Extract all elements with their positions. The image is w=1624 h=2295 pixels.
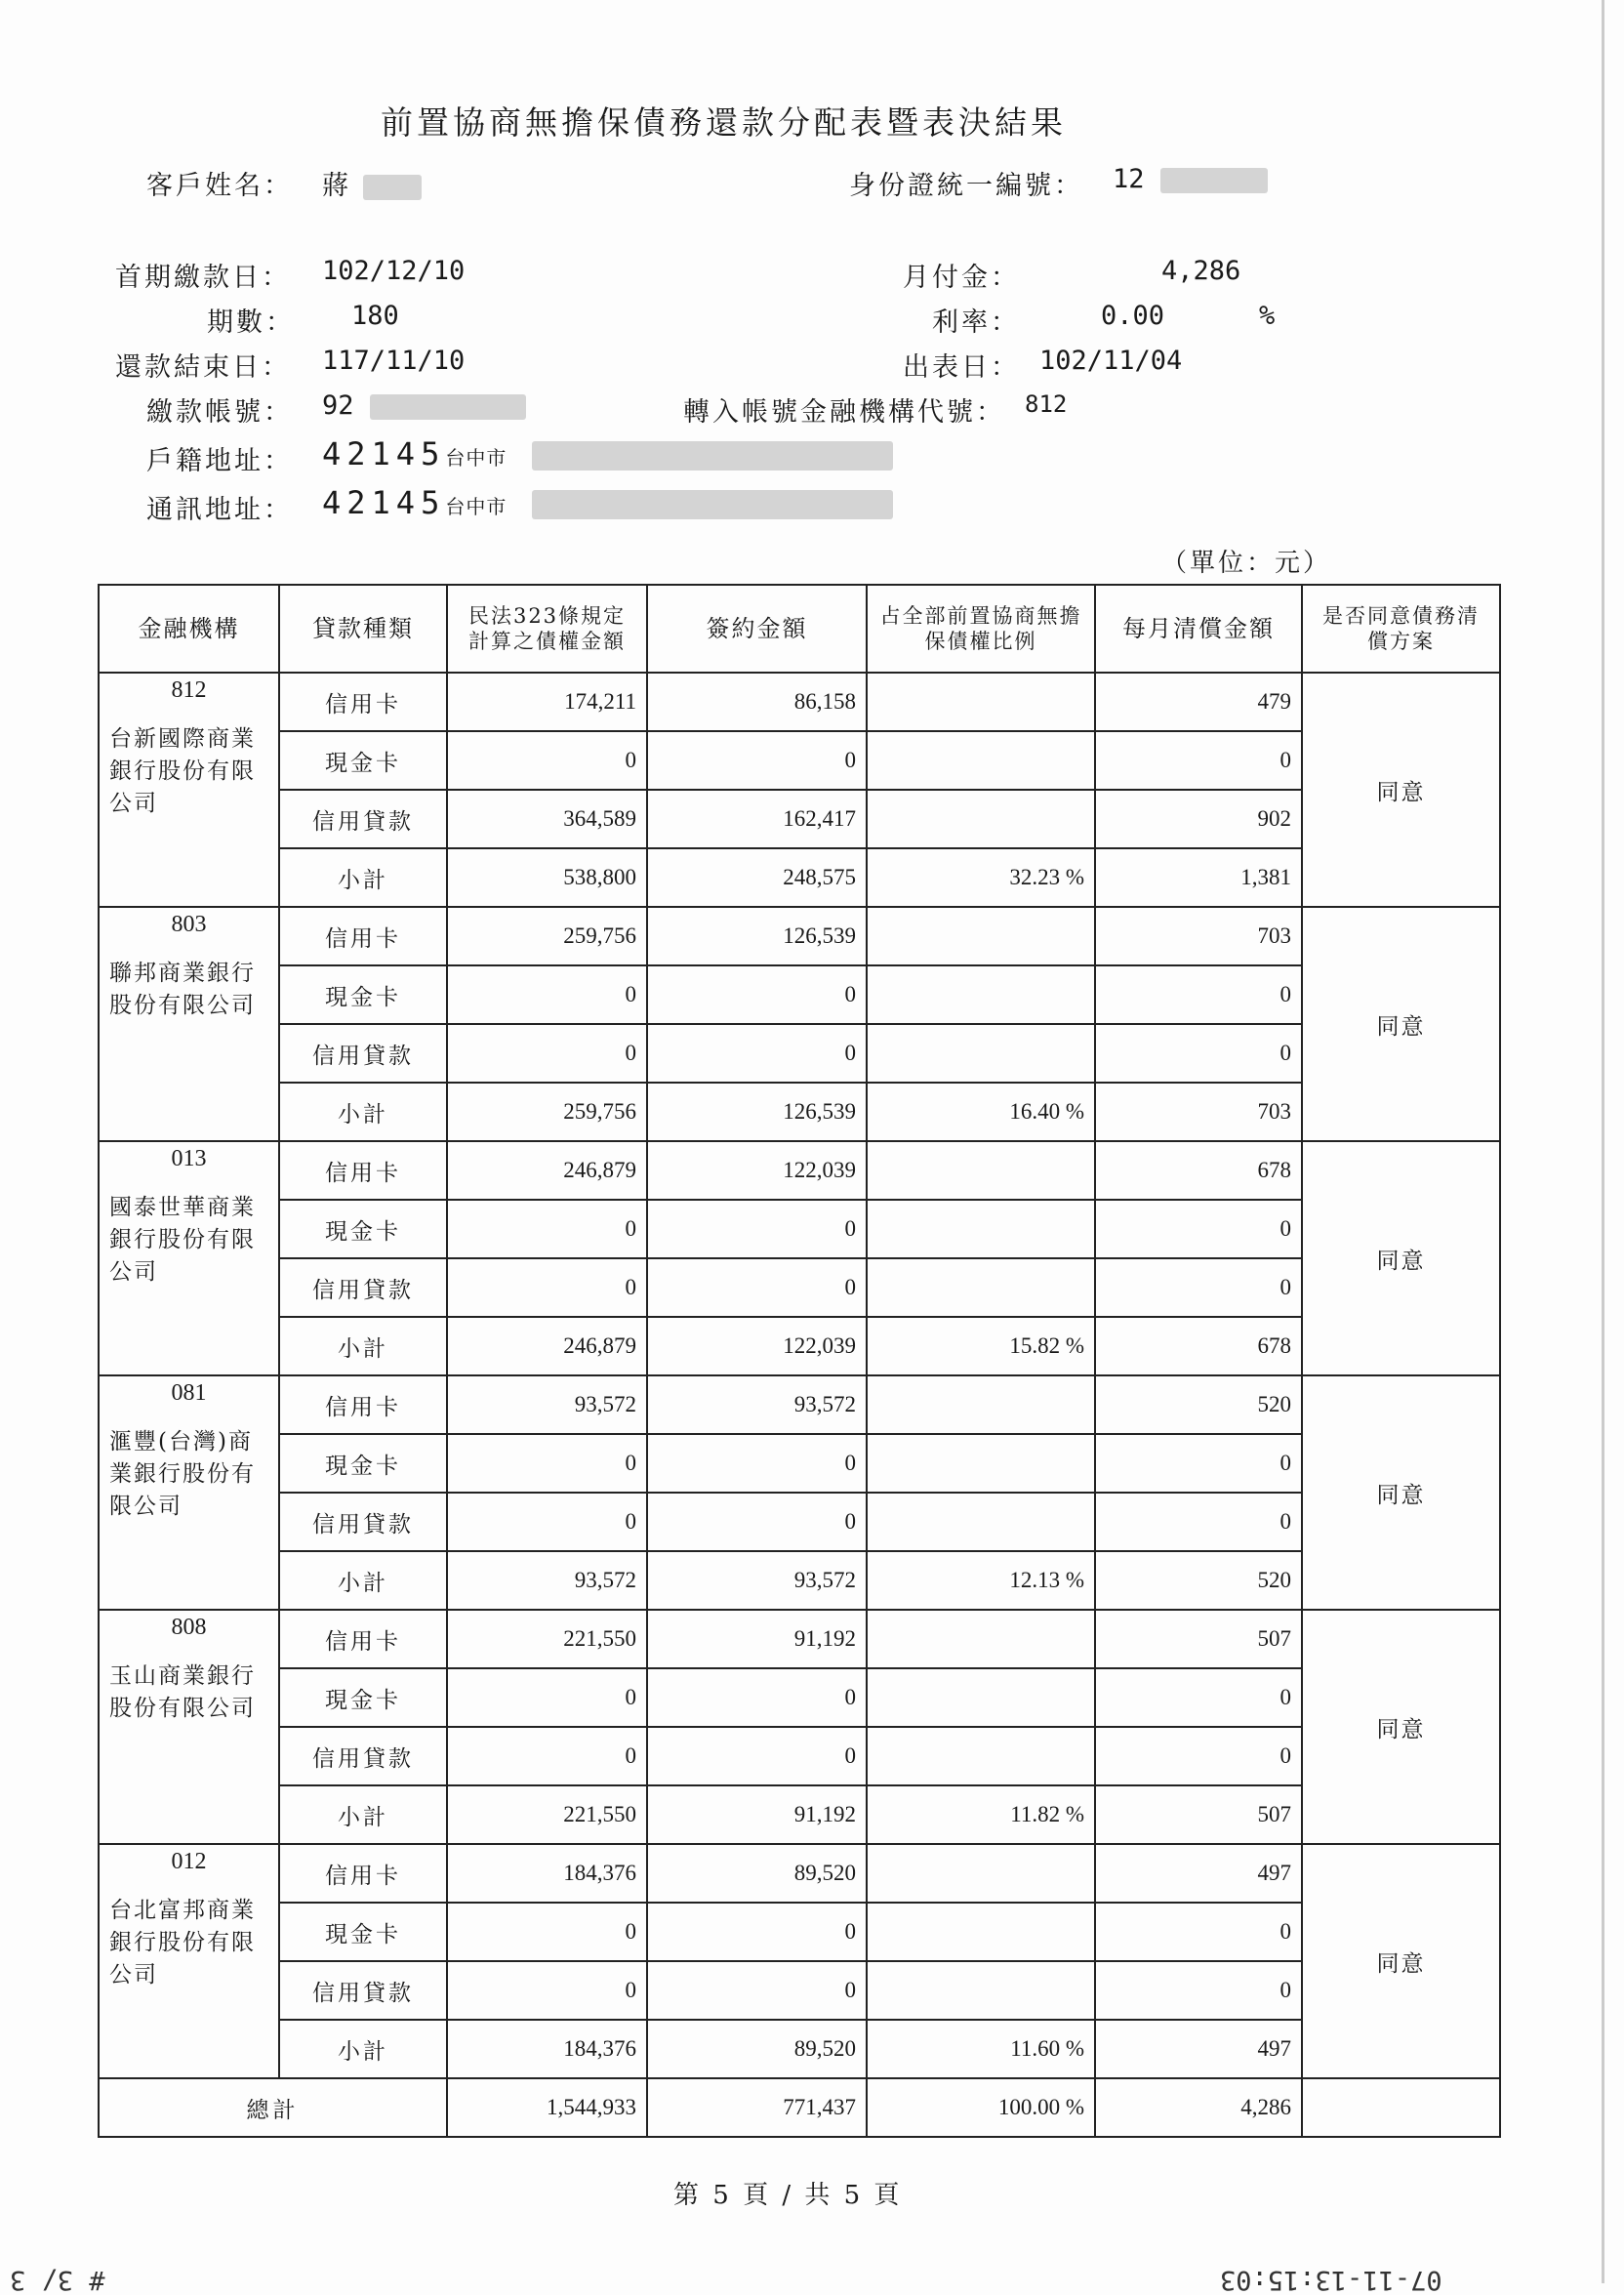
claim-amount: 0 — [447, 965, 647, 1024]
mail-addr-city: 台中市 — [445, 495, 508, 518]
claim-amount: 0 — [447, 1727, 647, 1785]
table-row — [99, 1434, 1500, 1493]
claim-amount: 174,211 — [447, 673, 647, 731]
signed-amount: 0 — [647, 1024, 867, 1083]
signed-amount: 0 — [647, 1727, 867, 1785]
table-row — [99, 1317, 1500, 1375]
debt-ratio — [867, 1493, 1095, 1551]
debt-ratio — [867, 731, 1095, 790]
reg-addr-city: 台中市 — [445, 446, 508, 470]
claim-amount: 221,550 — [447, 1785, 647, 1844]
claim-amount: 259,756 — [447, 1083, 647, 1141]
monthly-value: 4,286 — [1161, 256, 1241, 286]
signed-amount: 0 — [647, 731, 867, 790]
rate-value: 0.00 — [1101, 301, 1165, 331]
monthly-payment: 703 — [1095, 907, 1302, 965]
debt-ratio: 12.13 % — [867, 1551, 1095, 1610]
agree-status: 同意 — [1302, 1610, 1500, 1844]
claim-amount: 0 — [447, 1493, 647, 1551]
table-row — [99, 1903, 1500, 1961]
bank-cell — [99, 1375, 279, 1610]
bank-name: 台北富邦商業銀行股份有限公司 — [109, 1897, 256, 1988]
edge-page-mark: # 3/ 3 — [10, 2265, 105, 2295]
debt-ratio — [867, 965, 1095, 1024]
total-claim: 1,544,933 — [447, 2078, 647, 2137]
redaction-block — [370, 394, 526, 420]
rate-unit: % — [1259, 301, 1276, 331]
table-row — [99, 731, 1500, 790]
loan-type: 現金卡 — [279, 1200, 447, 1258]
claim-amount: 0 — [447, 1434, 647, 1493]
claim-amount: 0 — [447, 731, 647, 790]
mail-addr-label: 通訊地址： — [146, 495, 293, 525]
bank-cell — [99, 907, 279, 1141]
bank-code: 803 — [171, 912, 207, 937]
account-row — [322, 390, 526, 421]
total-agree-empty — [1302, 2078, 1500, 2137]
debt-ratio — [867, 673, 1095, 731]
table-row — [99, 848, 1500, 907]
loan-type: 現金卡 — [279, 1903, 447, 1961]
transfer-value: 812 — [1025, 390, 1068, 418]
table-header-row — [99, 585, 1500, 673]
signed-amount: 0 — [647, 1258, 867, 1317]
monthly-payment: 507 — [1095, 1785, 1302, 1844]
signed-amount: 0 — [647, 1668, 867, 1727]
first-pay-value: 102/12/10 — [322, 256, 466, 286]
loan-type: 信用卡 — [279, 673, 447, 731]
signed-amount: 0 — [647, 1903, 867, 1961]
table-row — [99, 1610, 1500, 1668]
table-row — [99, 1141, 1500, 1200]
bank-code: 081 — [171, 1380, 207, 1406]
claim-amount: 0 — [447, 1903, 647, 1961]
monthly-payment: 0 — [1095, 1493, 1302, 1551]
claim-amount: 221,550 — [447, 1610, 647, 1668]
monthly-payment: 479 — [1095, 673, 1302, 731]
loan-type: 現金卡 — [279, 1668, 447, 1727]
id-value: 12 — [1113, 164, 1145, 194]
header-signed: 簽約金額 — [647, 585, 867, 673]
claim-amount: 538,800 — [447, 848, 647, 907]
claim-amount: 0 — [447, 1668, 647, 1727]
table-row — [99, 1200, 1500, 1258]
issue-value: 102/11/04 — [1039, 346, 1183, 376]
agree-status: 同意 — [1302, 1844, 1500, 2078]
signed-amount: 91,192 — [647, 1610, 867, 1668]
debt-ratio — [867, 907, 1095, 965]
customer-name-row — [322, 164, 422, 202]
monthly-payment: 0 — [1095, 1200, 1302, 1258]
debt-ratio — [867, 1024, 1095, 1083]
table-row — [99, 1551, 1500, 1610]
loan-type: 信用卡 — [279, 1375, 447, 1434]
monthly-payment: 902 — [1095, 790, 1302, 848]
page-footer: 第 5 頁 / 共 5 頁 — [673, 2181, 903, 2210]
monthly-payment: 703 — [1095, 1083, 1302, 1141]
table-row — [99, 790, 1500, 848]
redaction-block — [1160, 168, 1268, 193]
loan-type: 小計 — [279, 2020, 447, 2078]
signed-amount: 248,575 — [647, 848, 867, 907]
claim-amount: 93,572 — [447, 1375, 647, 1434]
reg-addr-label: 戶籍地址： — [146, 446, 293, 476]
monthly-payment: 507 — [1095, 1610, 1302, 1668]
monthly-payment: 0 — [1095, 1024, 1302, 1083]
signed-amount: 93,572 — [647, 1551, 867, 1610]
bank-code: 012 — [171, 1849, 207, 1874]
rate-label: 利率： — [932, 307, 1020, 338]
table-row — [99, 907, 1500, 965]
table-row — [99, 2020, 1500, 2078]
periods-value: 180 — [351, 301, 399, 331]
claim-amount: 93,572 — [447, 1551, 647, 1610]
table-row — [99, 1961, 1500, 2020]
bank-name: 台新國際商業銀行股份有限公司 — [109, 725, 256, 817]
debt-ratio — [867, 1668, 1095, 1727]
agree-status: 同意 — [1302, 1141, 1500, 1375]
total-ratio: 100.00 % — [867, 2078, 1095, 2137]
debt-ratio: 16.40 % — [867, 1083, 1095, 1141]
mail-addr-zip: 42145 — [322, 484, 446, 521]
table-row — [99, 1258, 1500, 1317]
signed-amount: 0 — [647, 965, 867, 1024]
loan-type: 信用貸款 — [279, 1024, 447, 1083]
distribution-table — [98, 584, 1501, 2138]
table-row — [99, 965, 1500, 1024]
signed-amount: 122,039 — [647, 1141, 867, 1200]
scan-edge-line — [1602, 0, 1604, 2283]
monthly-payment: 0 — [1095, 1961, 1302, 2020]
monthly-payment: 520 — [1095, 1551, 1302, 1610]
end-date-value: 117/11/10 — [322, 346, 466, 376]
end-date-label: 還款結束日： — [115, 352, 291, 383]
total-row — [99, 2078, 1500, 2137]
bank-code: 808 — [171, 1615, 207, 1640]
table-row — [99, 1375, 1500, 1434]
monthly-payment: 1,381 — [1095, 848, 1302, 907]
claim-amount: 364,589 — [447, 790, 647, 848]
debt-ratio: 32.23 % — [867, 848, 1095, 907]
redaction-block — [532, 490, 893, 519]
unit-note: （單位：元） — [1161, 549, 1332, 578]
customer-name-label: 客戶姓名： — [146, 171, 293, 201]
loan-type: 現金卡 — [279, 965, 447, 1024]
table-row — [99, 1785, 1500, 1844]
monthly-payment: 678 — [1095, 1141, 1302, 1200]
signed-amount: 0 — [647, 1493, 867, 1551]
signed-amount: 126,539 — [647, 907, 867, 965]
claim-amount: 246,879 — [447, 1141, 647, 1200]
claim-amount: 0 — [447, 1258, 647, 1317]
bank-name: 國泰世華商業銀行股份有限公司 — [109, 1194, 256, 1286]
mail-addr-row — [322, 484, 893, 521]
debt-ratio — [867, 1961, 1095, 2020]
table-body — [99, 673, 1500, 2078]
bank-cell — [99, 1610, 279, 1844]
total-label: 總計 — [99, 2078, 447, 2137]
id-row — [1113, 164, 1268, 194]
loan-type: 信用貸款 — [279, 1961, 447, 2020]
loan-type: 信用貸款 — [279, 1727, 447, 1785]
signed-amount: 89,520 — [647, 1844, 867, 1903]
agree-status: 同意 — [1302, 1375, 1500, 1610]
loan-type: 信用貸款 — [279, 1258, 447, 1317]
monthly-label: 月付金： — [903, 263, 1020, 293]
signed-amount: 91,192 — [647, 1785, 867, 1844]
account-label: 繳款帳號： — [146, 397, 293, 428]
monthly-payment: 0 — [1095, 1434, 1302, 1493]
signed-amount: 0 — [647, 1200, 867, 1258]
loan-type: 現金卡 — [279, 731, 447, 790]
monthly-payment: 497 — [1095, 2020, 1302, 2078]
signed-amount: 89,520 — [647, 2020, 867, 2078]
debt-ratio: 11.82 % — [867, 1785, 1095, 1844]
table-row — [99, 673, 1500, 731]
loan-type: 信用卡 — [279, 907, 447, 965]
table-row — [99, 1727, 1500, 1785]
loan-type: 信用卡 — [279, 1844, 447, 1903]
redaction-block — [363, 175, 422, 200]
loan-type: 信用卡 — [279, 1141, 447, 1200]
debt-ratio: 11.60 % — [867, 2020, 1095, 2078]
bank-name: 玉山商業銀行股份有限公司 — [109, 1662, 256, 1722]
document-title: 前置協商無擔保債務還款分配表暨表決結果 — [381, 103, 1067, 142]
bank-code: 812 — [171, 677, 207, 703]
bank-code: 013 — [171, 1146, 207, 1171]
monthly-payment: 0 — [1095, 1727, 1302, 1785]
claim-amount: 0 — [447, 1961, 647, 2020]
header-type: 貸款種類 — [279, 585, 447, 673]
debt-ratio — [867, 1727, 1095, 1785]
header-agree: 是否同意債務清償方案 — [1302, 585, 1500, 673]
signed-amount: 93,572 — [647, 1375, 867, 1434]
header-claim: 民法323條規定計算之債權金額 — [447, 585, 647, 673]
debt-ratio — [867, 1844, 1095, 1903]
monthly-payment: 497 — [1095, 1844, 1302, 1903]
bank-name: 滙豐(台灣)商業銀行股份有限公司 — [109, 1428, 256, 1520]
debt-ratio — [867, 1375, 1095, 1434]
table-row — [99, 1083, 1500, 1141]
signed-amount: 162,417 — [647, 790, 867, 848]
reg-addr-row — [322, 435, 893, 472]
id-label: 身份證統一編號： — [849, 171, 1083, 201]
debt-ratio: 15.82 % — [867, 1317, 1095, 1375]
table-row — [99, 1024, 1500, 1083]
debt-ratio — [867, 1200, 1095, 1258]
header-ratio: 占全部前置協商無擔保債權比例 — [867, 585, 1095, 673]
claim-amount: 0 — [447, 1200, 647, 1258]
claim-amount: 0 — [447, 1024, 647, 1083]
loan-type: 現金卡 — [279, 1434, 447, 1493]
bank-cell — [99, 1141, 279, 1375]
monthly-payment: 678 — [1095, 1317, 1302, 1375]
table-row — [99, 1844, 1500, 1903]
issue-label: 出表日： — [903, 352, 1020, 383]
table-row — [99, 1493, 1500, 1551]
signed-amount: 86,158 — [647, 673, 867, 731]
table-row — [99, 1668, 1500, 1727]
loan-type: 信用貸款 — [279, 790, 447, 848]
redaction-block — [532, 441, 893, 471]
bank-cell — [99, 673, 279, 907]
monthly-payment: 0 — [1095, 1258, 1302, 1317]
signed-amount: 0 — [647, 1434, 867, 1493]
claim-amount: 259,756 — [447, 907, 647, 965]
loan-type: 小計 — [279, 1083, 447, 1141]
debt-ratio — [867, 1141, 1095, 1200]
reg-addr-zip: 42145 — [322, 435, 446, 472]
transfer-label: 轉入帳號金融機構代號： — [683, 397, 1005, 428]
monthly-payment: 0 — [1095, 731, 1302, 790]
edge-timestamp: 07-11-13:15:03 — [1220, 2265, 1442, 2295]
debt-ratio — [867, 1258, 1095, 1317]
monthly-payment: 0 — [1095, 1668, 1302, 1727]
header-bank: 金融機構 — [99, 585, 279, 673]
debt-ratio — [867, 1903, 1095, 1961]
claim-amount: 184,376 — [447, 2020, 647, 2078]
claim-amount: 246,879 — [447, 1317, 647, 1375]
monthly-payment: 520 — [1095, 1375, 1302, 1434]
signed-amount: 122,039 — [647, 1317, 867, 1375]
account-value: 92 — [322, 390, 354, 421]
debt-ratio — [867, 1434, 1095, 1493]
periods-label: 期數： — [207, 307, 295, 338]
monthly-payment: 0 — [1095, 1903, 1302, 1961]
monthly-payment: 0 — [1095, 965, 1302, 1024]
loan-type: 小計 — [279, 1317, 447, 1375]
loan-type: 信用貸款 — [279, 1493, 447, 1551]
signed-amount: 126,539 — [647, 1083, 867, 1141]
agree-status: 同意 — [1302, 907, 1500, 1141]
signed-amount: 0 — [647, 1961, 867, 2020]
debt-ratio — [867, 1610, 1095, 1668]
bank-name: 聯邦商業銀行股份有限公司 — [109, 960, 256, 1019]
first-pay-label: 首期繳款日： — [115, 263, 291, 293]
debt-ratio — [867, 790, 1095, 848]
loan-type: 小計 — [279, 1551, 447, 1610]
claim-amount: 184,376 — [447, 1844, 647, 1903]
loan-type: 信用卡 — [279, 1610, 447, 1668]
total-monthly: 4,286 — [1095, 2078, 1302, 2137]
loan-type: 小計 — [279, 848, 447, 907]
total-signed: 771,437 — [647, 2078, 867, 2137]
header-monthly: 每月清償金額 — [1095, 585, 1302, 673]
loan-type: 小計 — [279, 1785, 447, 1844]
agree-status: 同意 — [1302, 673, 1500, 907]
bank-cell — [99, 1844, 279, 2078]
customer-name-value: 蔣 — [322, 171, 351, 201]
